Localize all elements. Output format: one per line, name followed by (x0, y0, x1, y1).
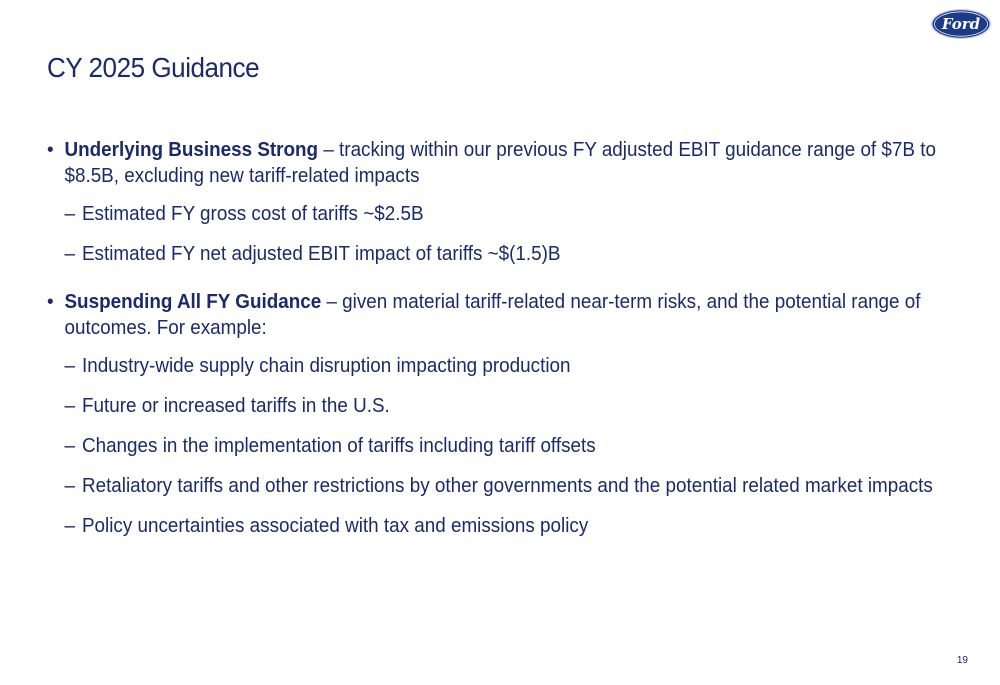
bullet-marker: • (47, 290, 54, 313)
dash-marker: – (64, 242, 75, 265)
slide-title: CY 2025 Guidance (47, 52, 260, 83)
sub-bullet (47, 241, 903, 267)
ford-oval-icon (930, 8, 992, 40)
dash-marker: – (64, 434, 75, 457)
sub-bullet (47, 353, 903, 379)
slide-body (47, 137, 977, 553)
bullet-text: – given material tariff-related near-term risks, and the potential range of outcomes. For example: (64, 290, 921, 339)
dash-marker: – (64, 354, 75, 377)
dash-marker: – (64, 474, 75, 497)
sub-bullet-text: Industry-wide supply chain disruption impacting production (81, 354, 571, 377)
bullet-underlying-business (47, 137, 948, 189)
sub-bullet-text: Estimated FY net adjusted EBIT impact of tariffs ~$(1.5)B (81, 242, 561, 265)
ford-logo (930, 8, 992, 40)
sub-bullet-text: Future or increased tariffs in the U.S. (81, 394, 390, 417)
bullet-heading: Suspending All FY Guidance (64, 290, 322, 313)
logo-wordmark: Ford (941, 15, 981, 33)
page-number: 19 (956, 655, 968, 666)
bullet-heading: Underlying Business Strong (64, 138, 319, 161)
sub-bullet (47, 201, 903, 227)
sub-bullet (47, 433, 903, 459)
sub-bullet-text: Policy uncertainties associated with tax and emissions policy (81, 514, 589, 537)
sub-bullet-text: Changes in the implementation of tariffs including tariff offsets (81, 434, 596, 457)
sub-bullet (47, 513, 903, 539)
dash-marker: – (64, 514, 75, 537)
bullet-marker: • (47, 138, 54, 161)
bullet-text: – tracking within our previous FY adjusted EBIT guidance range of $7B to $8.5B, excluding new tariff-related impacts (64, 138, 936, 187)
sub-bullet-text: Estimated FY gross cost of tariffs ~$2.5B (81, 202, 424, 225)
dash-marker: – (64, 202, 75, 225)
bullet-suspending-guidance (47, 289, 948, 341)
sub-bullet (47, 393, 903, 419)
dash-marker: – (64, 394, 75, 417)
sub-bullet (47, 473, 933, 499)
sub-bullet-text: Retaliatory tariffs and other restrictions by other governments and the potential related market impacts (81, 474, 933, 497)
